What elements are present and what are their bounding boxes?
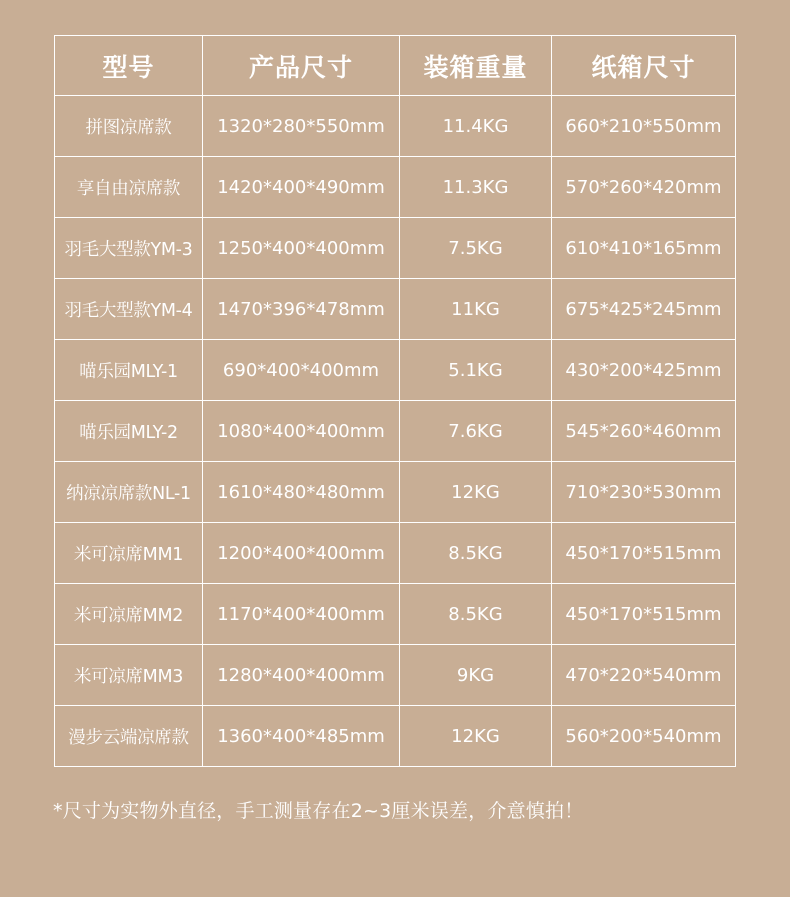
cell-packed-weight: 7.6KG [400,401,552,462]
table-row [55,96,736,157]
cell-product-size: 1320*280*550mm [203,96,400,157]
cell-model: 喵乐园MLY-2 [55,401,203,462]
cell-model: 羽毛大型款YM-3 [55,218,203,279]
cell-product-size: 1170*400*400mm [203,584,400,645]
table-row [55,584,736,645]
cell-carton-size: 430*200*425mm [552,340,736,401]
cell-packed-weight: 8.5KG [400,584,552,645]
cell-product-size: 1080*400*400mm [203,401,400,462]
table-row [55,462,736,523]
measurement-note: *尺寸为实物外直径，手工测量存在2~3厘米误差，介意慎拍！ [53,800,584,822]
cell-carton-size: 450*170*515mm [552,523,736,584]
cell-model: 纳凉凉席款NL-1 [55,462,203,523]
table-row [55,340,736,401]
cell-carton-size: 660*210*550mm [552,96,736,157]
cell-packed-weight: 5.1KG [400,340,552,401]
cell-packed-weight: 8.5KG [400,523,552,584]
cell-product-size: 1420*400*490mm [203,157,400,218]
cell-packed-weight: 9KG [400,645,552,706]
cell-carton-size: 560*200*540mm [552,706,736,767]
cell-carton-size: 470*220*540mm [552,645,736,706]
table-row [55,401,736,462]
cell-carton-size: 545*260*460mm [552,401,736,462]
cell-packed-weight: 12KG [400,462,552,523]
cell-model: 拼图凉席款 [55,96,203,157]
cell-product-size: 1360*400*485mm [203,706,400,767]
cell-model: 米可凉席MM3 [55,645,203,706]
cell-product-size: 1470*396*478mm [203,279,400,340]
table-body [55,96,736,767]
cell-packed-weight: 12KG [400,706,552,767]
cell-packed-weight: 11KG [400,279,552,340]
cell-product-size: 1280*400*400mm [203,645,400,706]
table-header-row [55,36,736,96]
table-row [55,218,736,279]
cell-carton-size: 450*170*515mm [552,584,736,645]
table-row [55,157,736,218]
header-carton-size: 纸箱尺寸 [552,36,736,96]
cell-model: 米可凉席MM1 [55,523,203,584]
cell-carton-size: 710*230*530mm [552,462,736,523]
cell-packed-weight: 11.3KG [400,157,552,218]
header-product-size: 产品尺寸 [203,36,400,96]
cell-product-size: 1610*480*480mm [203,462,400,523]
cell-carton-size: 610*410*165mm [552,218,736,279]
cell-model: 享自由凉席款 [55,157,203,218]
cell-product-size: 690*400*400mm [203,340,400,401]
cell-model: 漫步云端凉席款 [55,706,203,767]
table-row [55,523,736,584]
table-row [55,645,736,706]
table-row [55,279,736,340]
cell-product-size: 1200*400*400mm [203,523,400,584]
cell-carton-size: 675*425*245mm [552,279,736,340]
cell-model: 米可凉席MM2 [55,584,203,645]
cell-model: 喵乐园MLY-1 [55,340,203,401]
cell-packed-weight: 7.5KG [400,218,552,279]
cell-product-size: 1250*400*400mm [203,218,400,279]
header-model: 型号 [55,36,203,96]
cell-model: 羽毛大型款YM-4 [55,279,203,340]
cell-carton-size: 570*260*420mm [552,157,736,218]
cell-packed-weight: 11.4KG [400,96,552,157]
table-row [55,706,736,767]
header-packed-weight: 装箱重量 [400,36,552,96]
spec-table [54,35,736,767]
